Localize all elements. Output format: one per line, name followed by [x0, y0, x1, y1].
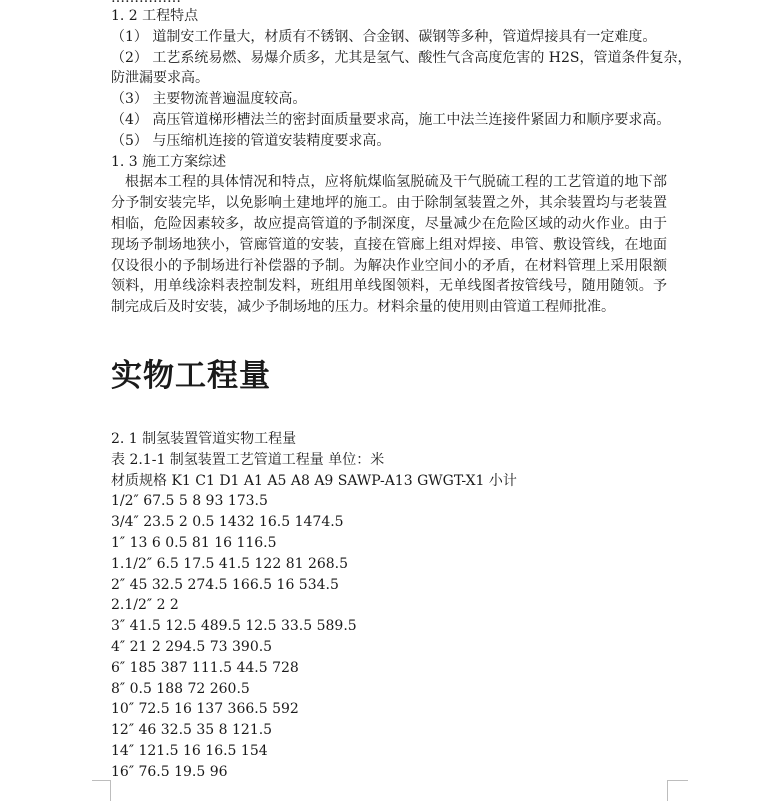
- section-heading-1-3: 1. 3 施工方案综述: [111, 153, 227, 170]
- table-row: 1/2″ 67.5 5 8 93 173.5: [111, 493, 268, 510]
- quantity-table: [111, 491, 667, 782]
- feature-item: （3） 主要物流普遍温度较高。: [111, 91, 307, 108]
- summary-paragraph: 根据本工程的具体情况和特点，应将航煤临氢脱硫及干气脱硫工程的工艺管道的地下部分予制安装完毕，以免影响土建地坪的施工。由于除制氢装置之外，其余装置均与老装置相临，危险因素较多，故应提高管道的予制深度，尽量减少在危险区域的动火作业。由于现场予制场地狭小，管廊管道的安装，直接在管廊上组对焊接、串管、敷设管线，在地面仅设很小的予制场进行补偿器的予制。为解决作业空间小的矛盾，在材料管理上采用限额领料，用单线涂料表控制发料，班组用单线图领料，无单线图者按管线号，随用随领。予制完成后及时安装，减少予制场地的压力。材料余量的使用则由管道工程师批准。: [111, 174, 667, 316]
- page-corner-mark-left: [92, 780, 111, 801]
- table-row: 1″ 13 6 0.5 81 16 116.5: [111, 534, 277, 551]
- feature-item: （2） 工艺系统易燃、易爆介质多，尤其是氢气、酸性气含高度危害的 H2S，管道条件复杂，: [111, 49, 692, 66]
- table-row: 2″ 45 32.5 274.5 166.5 16 534.5: [111, 576, 339, 593]
- section-heading-2-1: 2. 1 制氢装置管道实物工程量: [111, 430, 297, 447]
- page-corner-mark-right: [667, 780, 688, 801]
- table-row: 8″ 0.5 188 72 260.5: [111, 680, 250, 697]
- feature-item-continuation: 防泄漏要求高。: [111, 70, 209, 87]
- feature-item: （1） 道制安工作量大，材质有不锈钢、合金钢、碳钢等多种，管道焊接具有一定难度。: [111, 28, 657, 45]
- table-row: 3″ 41.5 12.5 489.5 12.5 33.5 589.5: [111, 618, 357, 635]
- table-row: 12″ 46 32.5 35 8 121.5: [111, 722, 273, 739]
- table-row: 6″ 185 387 111.5 44.5 728: [111, 659, 299, 676]
- table-row: 16″ 76.5 19.5 96: [111, 763, 228, 780]
- table-row: 3/4″ 23.5 2 0.5 1432 16.5 1474.5: [111, 514, 344, 531]
- feature-item: （4） 高压管道梯形槽法兰的密封面质量要求高，施工中法兰连接件紧固力和顺序要求高。: [111, 111, 671, 128]
- table-row: 4″ 21 2 294.5 73 390.5: [111, 638, 273, 655]
- table-row: 14″ 121.5 16 16.5 154: [111, 742, 268, 759]
- document-body: [111, 6, 692, 783]
- table-row: 10″ 72.5 16 137 366.5 592: [111, 701, 299, 718]
- feature-item: （5） 与压缩机连接的管道安装精度要求高。: [111, 132, 391, 149]
- table-row: 1.1/2″ 6.5 17.5 41.5 122 81 268.5: [111, 555, 349, 572]
- table-header: 材质规格 K1 C1 D1 A1 A5 A8 A9 SAWP-A13 GWGT-X1 小计: [111, 472, 517, 489]
- section-heading-1-2: 1. 2 工程特点: [111, 8, 199, 24]
- feature-list: [111, 27, 692, 152]
- table-caption: 表 2.1-1 制氢装置工艺管道工程量 单位：米: [111, 451, 385, 468]
- table-row: 2.1/2″ 2 2: [111, 597, 179, 614]
- chapter-heading: 实物工程量: [111, 357, 271, 394]
